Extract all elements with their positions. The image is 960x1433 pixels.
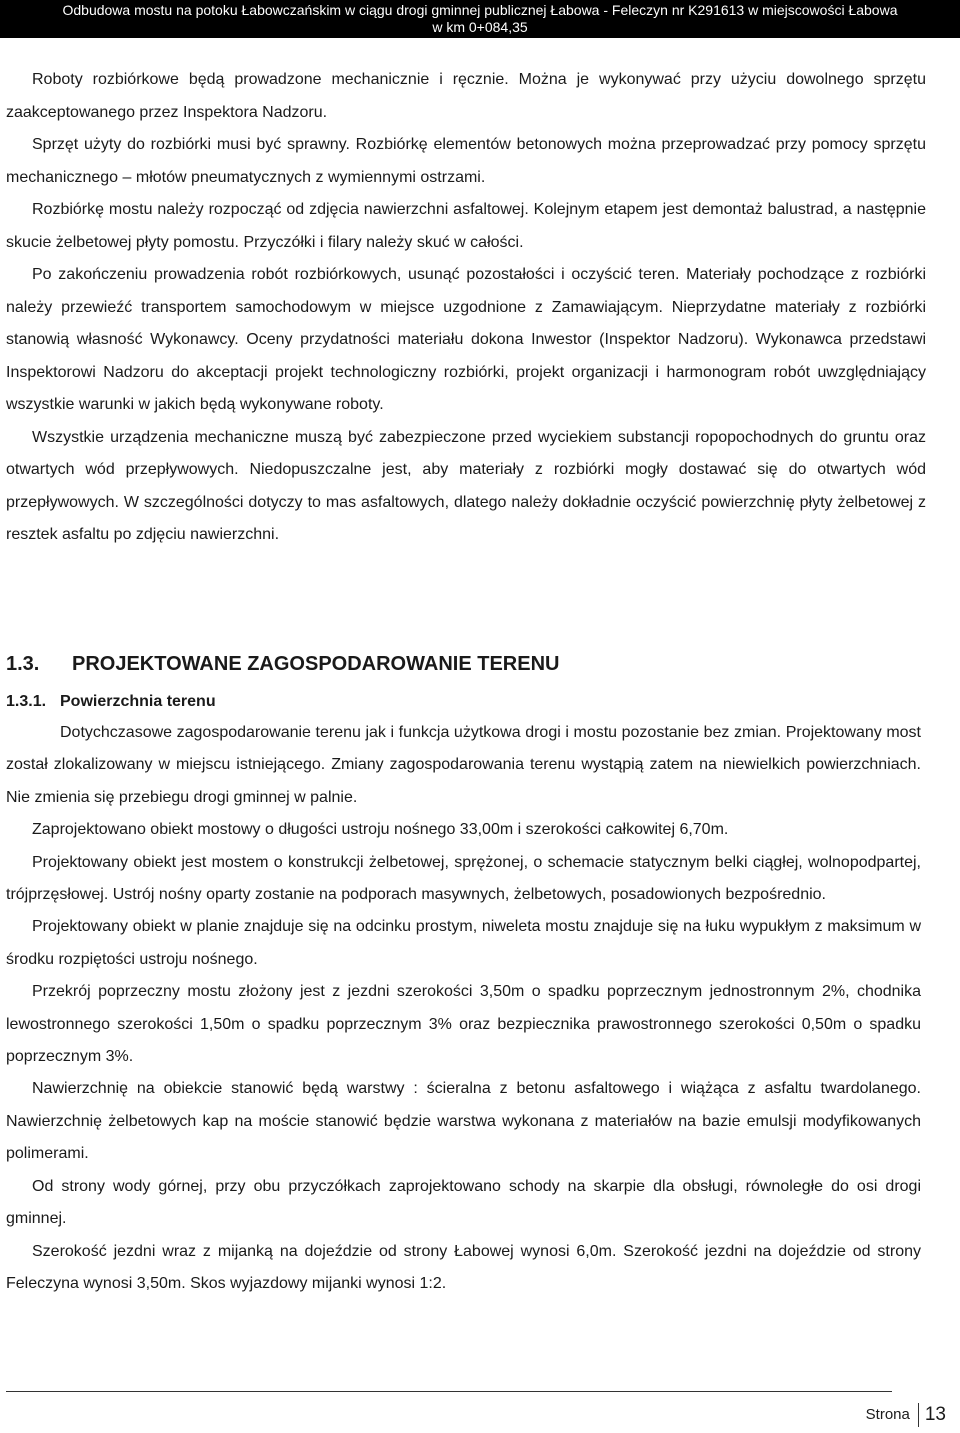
paragraph: Projektowany obiekt jest mostem o konstrukcji żelbetowej, sprężonej, o schemacie statycznym belki ciągłej, wolnopodpartej, trójprzęsłowej. Ustrój nośny oparty zostanie na podporach masywnych, żelbetowych, posadowionych bezpośrednio. [6, 853, 921, 904]
body-text-bottom [6, 717, 921, 1300]
section-number: 1.3. [6, 653, 40, 675]
paragraph: Projektowany obiekt w planie znajduje się na odcinku prostym, niweleta mostu znajduje się na łuku wypukłym z maksimum w środku rozpiętości ustroju nośnego. [6, 918, 921, 968]
page-label: Strona [865, 1406, 910, 1423]
paragraph: Sprzęt użyty do rozbiórki musi być sprawny. Rozbiórkę elementów betonowych można przeprowadzać przy pomocy sprzętu mechanicznego – młotów pneumatycznych z wymiennymi ostrzami. [6, 136, 926, 186]
paragraph: Szerokość jezdni wraz z mijanką na dojeździe od strony Łabowej wynosi 6,0m. Szerokość jezdni na dojeździe od strony Feleczyna wynosi 3,50m. Skos wyjazdowy mijanki wynosi 1:2. [6, 1242, 921, 1292]
header-title-line2: w km 0+084,35 [432, 19, 528, 35]
paragraph: Po zakończeniu prowadzenia robót rozbiórkowych, usunąć pozostałości i oczyścić teren. Materiały pochodzące z rozbiórki należy przewieźć transportem samochodowym w miejsce uzgodnione z Zamawiającym. Nieprzydatne materiały z rozbiórki stanowią własność Wykonawcy. Oceny przydatności materiału dokona Inwestor (Inspektor Nadzoru). Wykonawca przedstawi Inspektorowi Nadzoru do akceptacji projekt technologiczny rozbiórki, projekt organizacji i harmonogram robót uwzględniający wszystkie warunki w jakich będą wykonywane roboty. [6, 266, 926, 413]
paragraph: Dotychczasowe zagospodarowanie terenu jak i funkcja użytkowa drogi i mostu pozostanie bez zmian. Projektowany most został zlokalizowany w miejscu istniejącego. Zmiany zagospodarowania terenu wystąpią zatem na niewielkich powierzchniach. Nie zmienia się przebiegu drogi gminnej w palnie. [6, 724, 921, 806]
section-title: PROJEKTOWANE ZAGOSPODAROWANIE TERENU [72, 653, 560, 675]
paragraph: Przekrój poprzeczny mostu złożony jest z jezdni szerokości 3,50m o spadku poprzecznym jednostronnym 2%, chodnika lewostronnego szerokości 1,50m o spadku poprzecznym 3% oraz bezpiecznika prawostronnego szerokości 0,50m o spadku poprzecznym 3%. [6, 983, 921, 1066]
footer-separator [918, 1403, 919, 1427]
body-text-top [6, 64, 926, 552]
subsection-number: 1.3.1. [6, 693, 47, 710]
paragraph: Od strony wody górnej, przy obu przyczółkach zaprojektowano schody na skarpie dla obsługi, równoległe do osi drogi gminnej. [6, 1177, 921, 1228]
page-footer [866, 1402, 946, 1428]
section-heading [6, 650, 559, 678]
paragraph: Rozbiórkę mostu należy rozpocząć od zdjęcia nawierzchni asfaltowej. Kolejnym etapem jest demontaż balustrad, a następnie skucie żelbetowej płyty pomostu. Przyczółki i filary należy skuć w całości. [6, 201, 926, 251]
page-number: 13 [924, 1404, 946, 1425]
header-title-line1: Odbudowa mostu na potoku Łabowczańskim w ciągu drogi gminnej publicznej Łabowa - Feleczyn nr K291613 w miejscowości Łabowa [62, 2, 898, 18]
subsection-heading [6, 690, 216, 714]
paragraph: Wszystkie urządzenia mechaniczne muszą być zabezpieczone przed wyciekiem substancji ropopochodnych do gruntu oraz otwartych wód przepływowych. Niedopuszczalne jest, aby materiały z rozbiórki mogły dostawać się do otwartych wód przepływowych. W szczególności dotyczy to mas asfaltowych, dlatego należy dokładnie oczyścić powierzchnię płyty żelbetowej z resztek asfaltu po zdjęciu nawierzchni. [6, 428, 926, 543]
paragraph: Nawierzchnię na obiekcie stanowić będą warstwy : ścieralna z betonu asfaltowego i wiążąca z asfaltu twardolanego. Nawierzchnię żelbetowych kap na moście stanowić będzie warstwa wykonana z materiałów na bazie emulsji modyfikowanych polimerami. [6, 1080, 921, 1163]
footer-divider [6, 1391, 892, 1392]
paragraph: Zaprojektowano obiekt mostowy o długości ustroju nośnego 33,00m i szerokości całkowitej 6,70m. [32, 821, 729, 839]
subsection-title: Powierzchnia terenu [60, 693, 216, 710]
paragraph: Roboty rozbiórkowe będą prowadzone mechanicznie i ręcznie. Można je wykonywać przy użyciu dowolnego sprzętu zaakceptowanego przez Inspektora Nadzoru. [6, 71, 926, 121]
document-header [0, 0, 960, 38]
